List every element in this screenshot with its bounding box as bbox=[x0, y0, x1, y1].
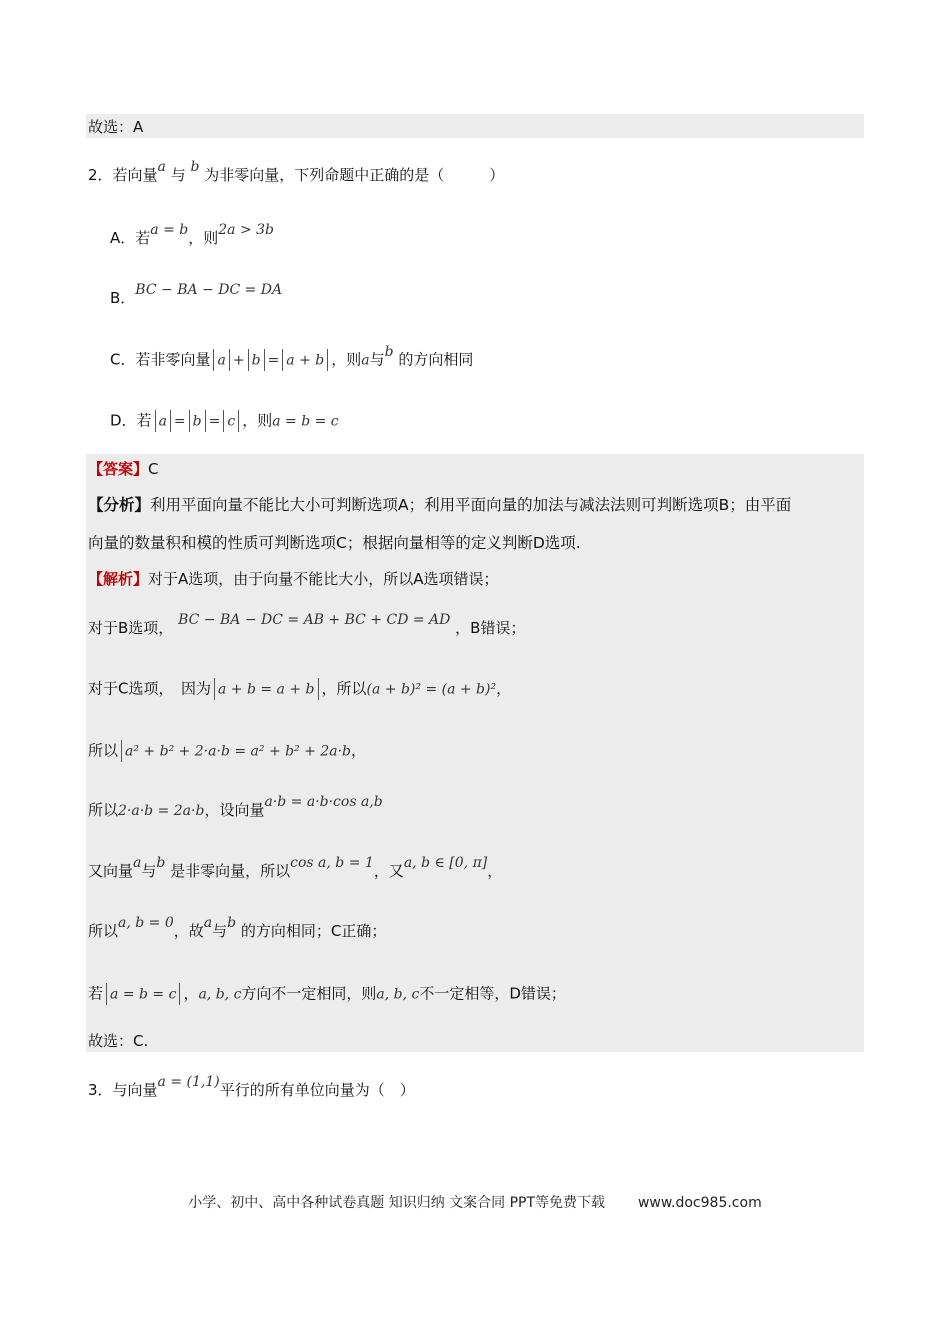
analysis-line-2: 向量的数量积和模的性质可判断选项C；根据向量相等的定义判断D选项. bbox=[88, 534, 581, 552]
answer-tag: 【答案】 bbox=[88, 460, 149, 478]
solution-line-2: 对于B选项， BC − BA − DC = AB + BC + CD = AD ，B错误； bbox=[88, 612, 526, 637]
option-a: A．若a = b，则2a > 3b bbox=[110, 222, 274, 247]
footer-text: 小学、初中、高中各种试卷真题 知识归纳 文案合同 PPT等免费下载 bbox=[188, 1195, 606, 1211]
var-b: b bbox=[190, 159, 200, 175]
question-3-stem: 3．与向量a = (1,1)平行的所有单位向量为（ ） bbox=[88, 1074, 415, 1099]
prev-conclusion: 故选：A bbox=[88, 118, 144, 136]
option-c: C．若非零向量 a + b = a + b ，则a与b 的方向相同 bbox=[110, 349, 473, 371]
solution-line-7: 所以a, b = 0，故a与b 的方向相同；C正确； bbox=[88, 915, 387, 940]
solution-line-6: 又向量a与b 是非零向量，所以cos a, b = 1，又a, b ∈ [0, π]， bbox=[88, 855, 503, 880]
page-footer bbox=[0, 1192, 950, 1212]
solution-line-3: 对于C选项， 因为 a + b = a + b ，所以(a + b)² = (a + b)²， bbox=[88, 678, 511, 700]
option-d: D．若 a = b = c ，则a = b = c bbox=[110, 410, 339, 432]
answer-block-previous bbox=[86, 114, 864, 138]
solution-line-8: 若 a = b = c ，a, b, c方向不一定相同，则a, b, c不一定相等，D错误； bbox=[88, 983, 566, 1005]
solution-line-5: 所以2·a·b = 2a·b，设向量a·b = a·b·cos a,b bbox=[88, 794, 383, 819]
question-2-stem: 2．若向量a 与 b 为非零向量，下列命题中正确的是（ ） bbox=[88, 159, 505, 184]
analysis-line-1: 【分析】利用平面向量不能比大小可判断选项A；利用平面向量的加法与减法法则可判断选项B；由平面 bbox=[88, 496, 792, 514]
footer-site: www.doc985.com bbox=[637, 1195, 762, 1211]
solution-tag: 【解析】 bbox=[88, 570, 149, 588]
analysis-tag: 【分析】 bbox=[88, 496, 151, 514]
solution-line-4: 所以 a² + b² + 2·a·b = a² + b² + 2a·b， bbox=[88, 740, 366, 762]
var-a: a bbox=[157, 159, 166, 175]
answer-line: 【答案】C bbox=[88, 460, 159, 478]
solution-line-1: 【解析】对于A选项，由于向量不能比大小，所以A选项错误； bbox=[88, 570, 499, 588]
option-b: B．BC − BA − DC = DA bbox=[110, 282, 283, 307]
solution-conclusion: 故选：C. bbox=[88, 1032, 149, 1050]
